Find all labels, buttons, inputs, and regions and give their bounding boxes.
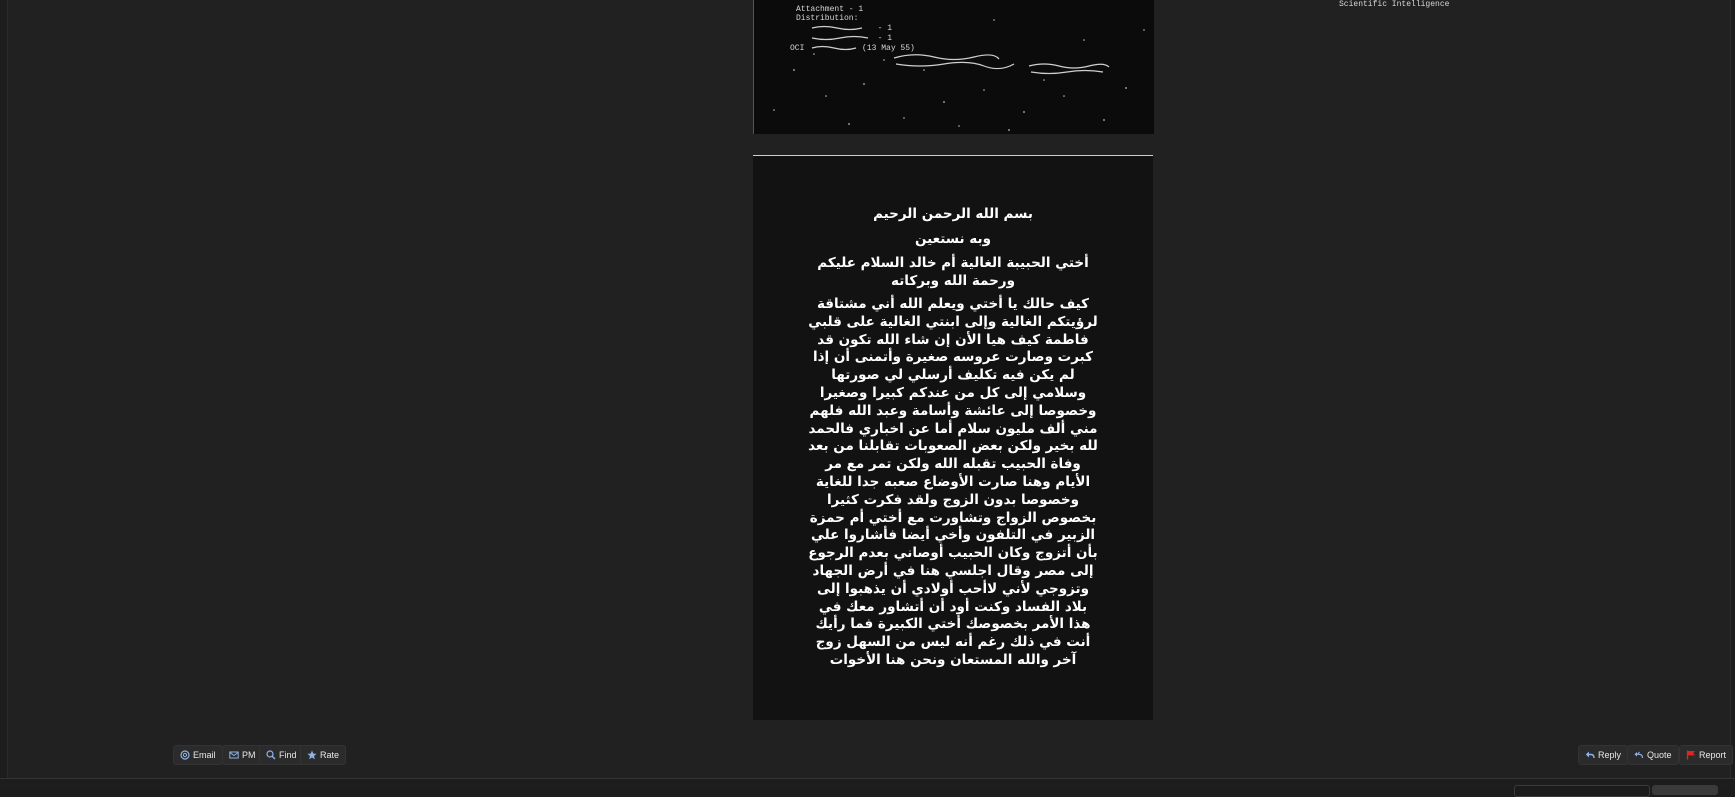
scan-line-attachment: Attachment - 1 [796,5,864,14]
reply-arrow-icon [1585,750,1595,760]
star-icon [307,750,317,760]
pagination-button[interactable] [1652,785,1718,795]
envelope-icon [229,750,239,760]
email-button-label: Email [193,750,216,760]
pm-button[interactable] [222,745,263,765]
scan-line-oci: OCI (13 May 55) [790,44,915,53]
rate-button-label: Rate [320,750,340,760]
forum-post-panel [7,0,1731,779]
letter-nastaeen: وبه نستعين [915,231,991,247]
scanned-document-image [753,0,1450,134]
magnifier-icon [266,750,276,760]
quote-button-label: Quote [1647,750,1672,760]
reply-button-label: Reply [1598,750,1622,760]
scan-header-right: Scientific Intelligence [1339,0,1450,9]
report-button[interactable] [1679,745,1733,765]
find-button[interactable] [259,745,304,765]
letter-basmala: بسم الله الرحمن الرحيم [873,206,1033,222]
scan-line-dist-2: - 1 [796,34,893,43]
reply-button[interactable] [1578,745,1628,765]
scan-line-dist-1: - 1 [796,24,893,33]
quote-arrows-icon [1634,750,1644,760]
find-button-label: Find [279,750,297,760]
rate-button[interactable] [300,745,346,765]
pm-button-label: PM [242,750,256,760]
at-icon [180,750,190,760]
email-button[interactable] [173,745,223,765]
pagination-input[interactable] [1514,785,1650,797]
report-button-label: Report [1699,750,1727,760]
post-divider [0,778,1735,779]
red-flag-icon [1686,750,1696,760]
scan-line-distribution: Distribution: [796,14,859,23]
arabic-letter-image [753,155,1153,720]
letter-body: كيف حالك يا أختي ويعلم الله أني مشتاقة لرؤيتكم الغالية وإلى ابنتي الغالية على قلبي فاطمة كيف هيا الأن إن شاء الله تكون قد كبرت وصارت عروسه صغيرة وأتمنى أن إذا لم يكن فيه تكليف أرسلي لي صورتها وسلامي إلى كل من عندكم كبيرا وصغيرا وخصوصا إلى عائشة وأسامة وعبد الله فلهم مني ألف مليون سلام أما عن اخباري فالحمد لله بخير ولكن بعض الصعوبات تقابلنا من بعد وفاة الحبيب تقبله الله ولكن تمر مع مر الأيام وهنا صارت الأوضاع صعبه جدا للغاية وخصوصا بدون الزوج ولقد فكرت كثيرا بخصوص الزواج وتشاورت مع أختي أم حمزة الزبير في التلفون وأخي أيضا فأشاروا علي بأن أتزوج وكان الحبيب أوصاني بعدم الرجوع إلى مصر وقال اجلسي هنا في أرض الجهاد وتزوجي لأني لاأحب أولادي أن يذهبوا إلى بلاد الفساد وكنت أود أن أتشاور معك في هذا الأمر بخصوصك أختي الكبيرة فما رأيك أنت في ذلك رغم أنه ليس من السهل زوج آخر والله المستعان ونحن هنا الأخوات [808,296,1098,668]
letter-greeting: أختي الحبيبة الغالية أم خالد السلام عليكم ورحمة الله وبركاته [817,255,1089,289]
quote-button[interactable] [1627,745,1679,765]
